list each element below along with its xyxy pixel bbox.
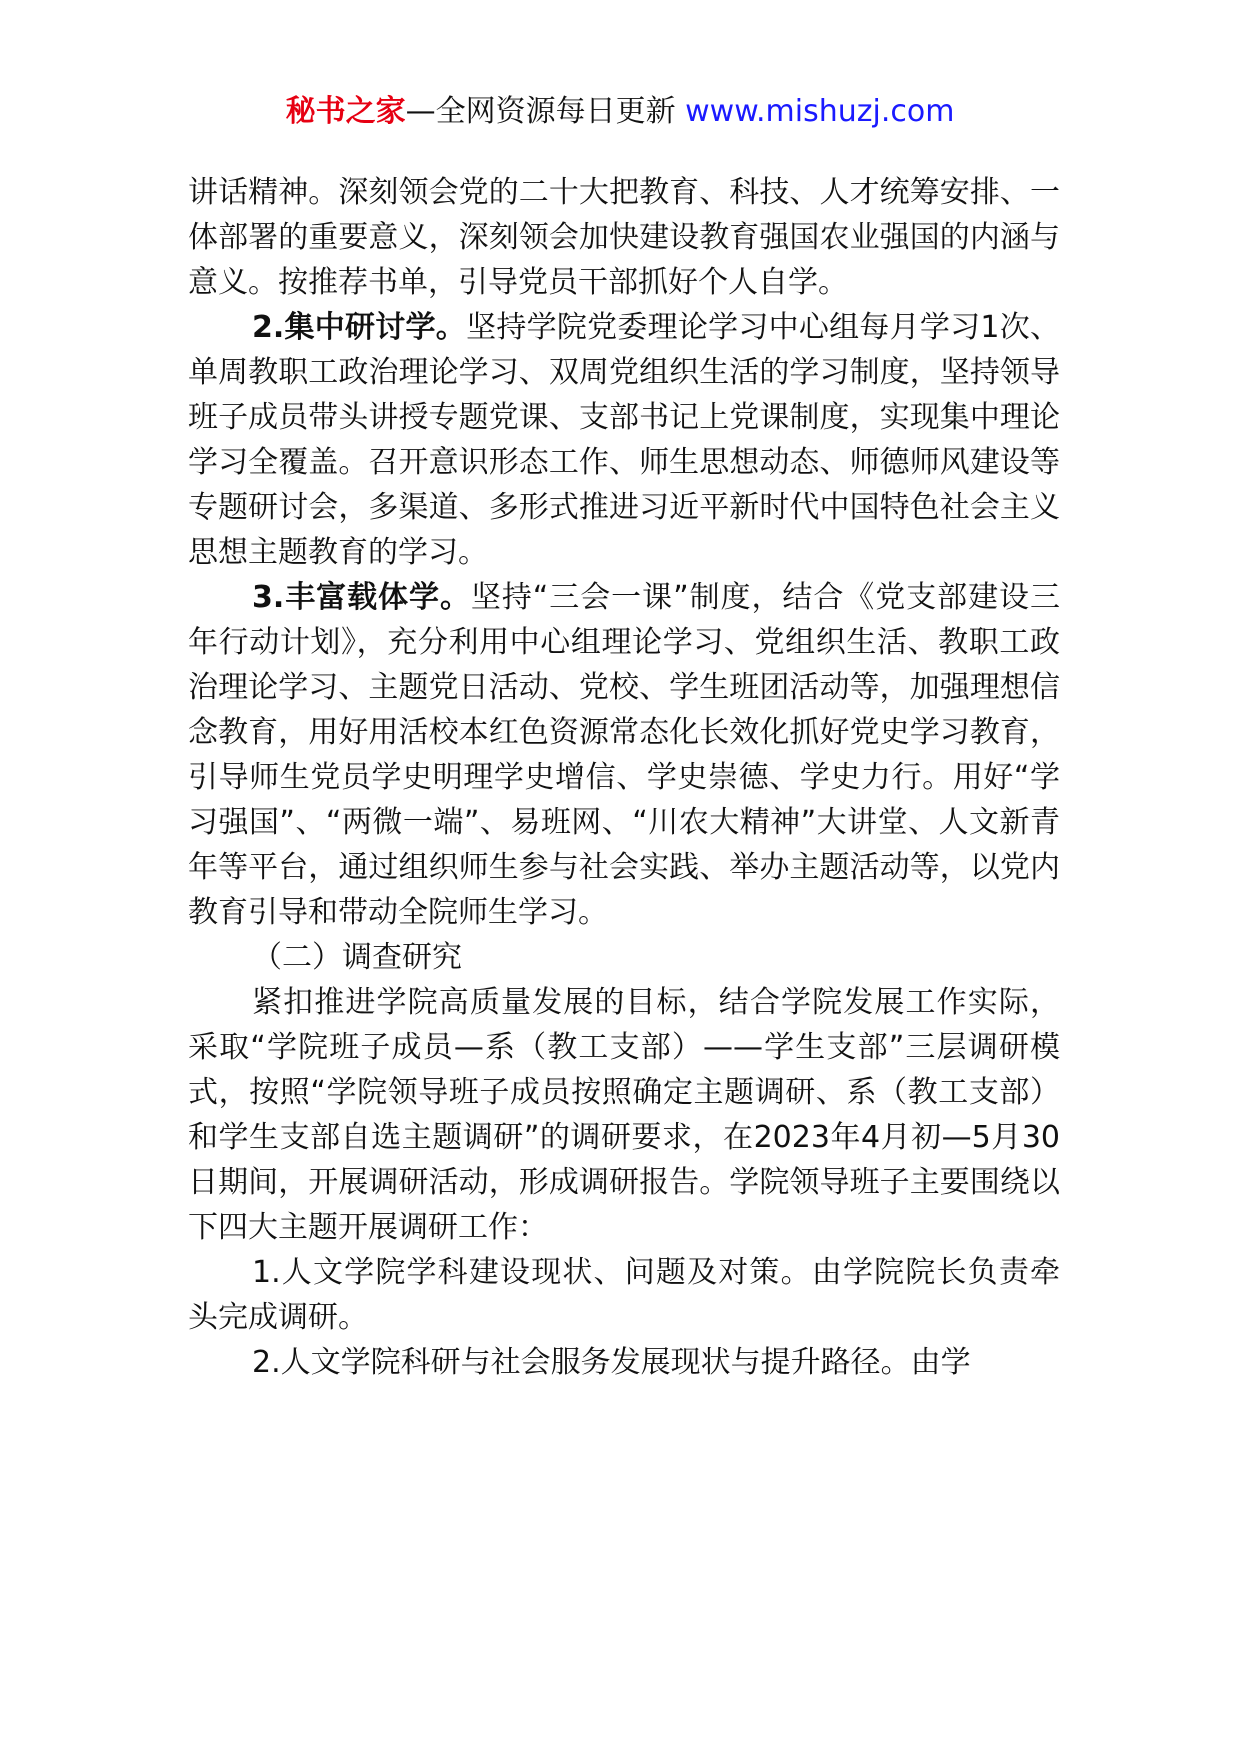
paragraph-centralized-study — [188, 305, 1060, 575]
paragraph-text: 坚持“三会一课”制度，结合《党支部建设三年行动计划》，充分利用中心组理论学习、党组织生活、教职工政治理论学习、主题党日活动、党校、学生班团活动等，加强理想信念教育，用好用活校本红色资源常态化长效化抓好党史学习教育，引导师生党员学史明理学史增信、学史崇德、学史力行。用好“学习强国”、“两微一端”、易班网、“川农大精神”大讲堂、人文新青年等平台，通过组织师生参与社会实践、举办主题活动等，以党内教育引导和带动全院师生学习。 — [188, 580, 1060, 930]
paragraph-continued: 讲话精神。深刻领会党的二十大把教育、科技、人才统筹安排、一体部署的重要意义，深刻领会加快建设教育强国农业强国的内涵与意义。按推荐书单，引导党员干部抓好个人自学。 — [188, 175, 1060, 300]
paragraph-research-overview: 紧扣推进学院高质量发展的目标，结合学院发展工作实际，采取“学院班子成员—系（教工支部）——学生支部”三层调研模式，按照“学院领导班子成员按照确定主题调研、系（教工支部）和学生支部自选主题调研”的调研要求，在2023年4月初—5月30日期间，开展调研活动，形成调研报告。学院领导班子主要围绕以下四大主题开展调研工作： — [188, 985, 1060, 1245]
paragraph-carrier-study — [188, 575, 1060, 935]
section-title-research: （二）调查研究 — [252, 940, 462, 975]
paragraph-text: 坚持学院党委理论学习中心组每月学习1次、单周教职工政治理论学习、双周党组织生活的学习制度，坚持领导班子成员带头讲授专题党课、支部书记上党课制度，实现集中理论学习全覆盖。召开意识形态工作、师生思想动态、师德师风建设等专题研讨会，多渠道、多形式推进习近平新时代中国特色社会主义思想主题教育的学习。 — [188, 310, 1060, 570]
page-header — [0, 92, 1240, 132]
list-item-topic-1: 1.人文学院学科建设现状、问题及对策。由学院院长负责牵头完成调研。 — [188, 1255, 1060, 1335]
header-tagline: —全网资源每日更新 — [405, 94, 686, 129]
paragraph-heading: 2.集中研讨学。 — [252, 310, 467, 345]
brand-name: 秘书之家 — [285, 94, 406, 129]
paragraph-heading: 3.丰富载体学。 — [252, 580, 471, 615]
site-link[interactable]: www.mishuzj.com — [685, 94, 955, 129]
document-body — [188, 170, 1060, 1385]
list-item-topic-2: 2.人文学院科研与社会服务发展现状与提升路径。由学 — [252, 1345, 971, 1380]
